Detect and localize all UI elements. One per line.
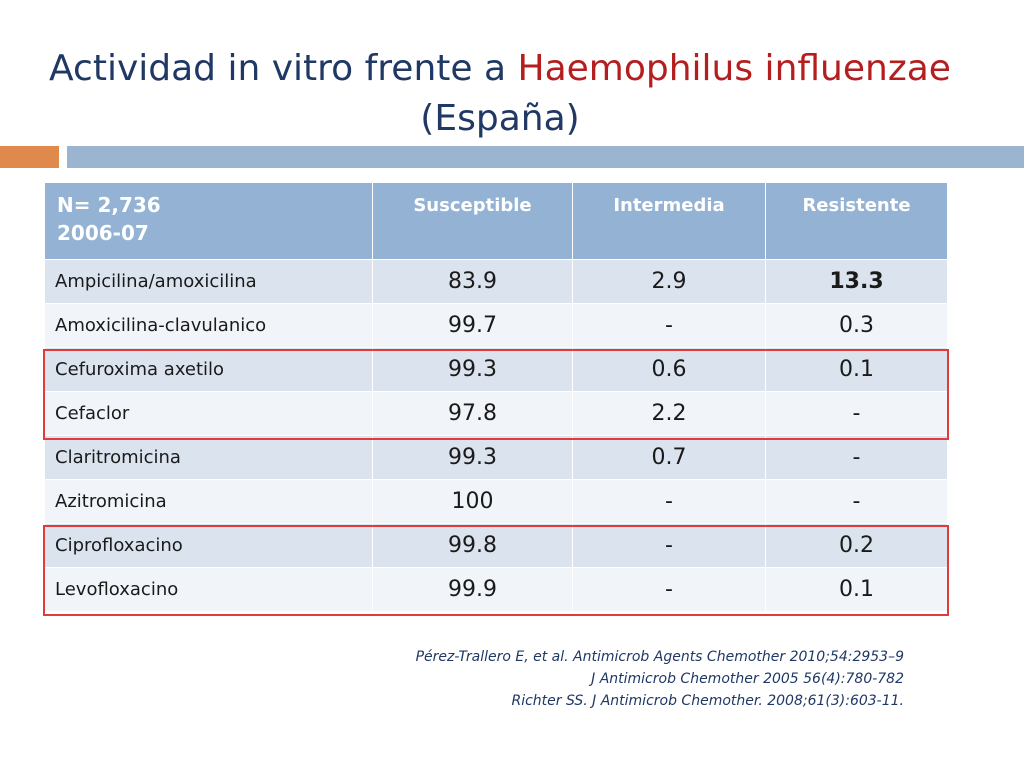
value-susceptible: 83.9 xyxy=(373,260,573,304)
accent-bar-blue xyxy=(67,146,1024,168)
value-intermedia: - xyxy=(573,568,766,612)
value-resistente: - xyxy=(766,392,948,436)
value-intermedia: - xyxy=(573,480,766,524)
header-resistente: Resistente xyxy=(766,183,948,260)
drug-name: Cefaclor xyxy=(45,392,373,436)
value-intermedia: - xyxy=(573,524,766,568)
value-susceptible: 99.9 xyxy=(373,568,573,612)
reference-2: J Antimicrob Chemother 2005 56(4):780-782 xyxy=(591,671,904,687)
value-resistente: 0.3 xyxy=(766,304,948,348)
title-text: Actividad in vitro frente a xyxy=(49,48,518,89)
drug-name: Amoxicilina-clavulanico xyxy=(45,304,373,348)
value-susceptible: 97.8 xyxy=(373,392,573,436)
header-susceptible: Susceptible xyxy=(373,183,573,260)
accent-bar-orange xyxy=(0,146,59,168)
value-susceptible: 99.3 xyxy=(373,348,573,392)
value-intermedia: 0.7 xyxy=(573,436,766,480)
value-resistente: 0.2 xyxy=(766,524,948,568)
value-intermedia: 0.6 xyxy=(573,348,766,392)
table-row xyxy=(45,348,948,392)
header-sample-size xyxy=(45,183,373,260)
value-susceptible: 99.8 xyxy=(373,524,573,568)
drug-name: Ciprofloxacino xyxy=(45,524,373,568)
value-resistente: 0.1 xyxy=(766,348,948,392)
reference-3: Richter SS. J Antimicrob Chemother. 2008;61(3):603-11. xyxy=(511,693,904,709)
table-row xyxy=(45,524,948,568)
drug-name: Levofloxacino xyxy=(45,568,373,612)
value-resistente: - xyxy=(766,436,948,480)
drug-name: Ampicilina/amoxicilina xyxy=(45,260,373,304)
value-intermedia: - xyxy=(573,304,766,348)
value-susceptible: 99.3 xyxy=(373,436,573,480)
value-resistente: 13.3 xyxy=(766,260,948,304)
table-row xyxy=(45,480,948,524)
slide-title xyxy=(0,44,1000,144)
table-row xyxy=(45,304,948,348)
reference-1: Pérez-Trallero E, et al. Antimicrob Agents Chemother 2010;54:2953–9 xyxy=(415,649,904,665)
drug-name: Azitromicina xyxy=(45,480,373,524)
value-intermedia: 2.9 xyxy=(573,260,766,304)
title-organism: Haemophilus influenzae xyxy=(517,48,951,89)
references xyxy=(416,646,904,712)
header-n: N= 2,736 xyxy=(57,193,161,217)
value-resistente: 0.1 xyxy=(766,568,948,612)
table-row xyxy=(45,568,948,612)
susceptibility-table xyxy=(44,182,948,612)
drug-name: Claritromicina xyxy=(45,436,373,480)
value-susceptible: 100 xyxy=(373,480,573,524)
value-intermedia: 2.2 xyxy=(573,392,766,436)
table-row xyxy=(45,260,948,304)
header-period: 2006-07 xyxy=(57,221,149,245)
header-intermedia: Intermedia xyxy=(573,183,766,260)
drug-name: Cefuroxima axetilo xyxy=(45,348,373,392)
table-row xyxy=(45,436,948,480)
table-row xyxy=(45,392,948,436)
value-susceptible: 99.7 xyxy=(373,304,573,348)
value-resistente: - xyxy=(766,480,948,524)
title-country: (España) xyxy=(420,98,580,139)
